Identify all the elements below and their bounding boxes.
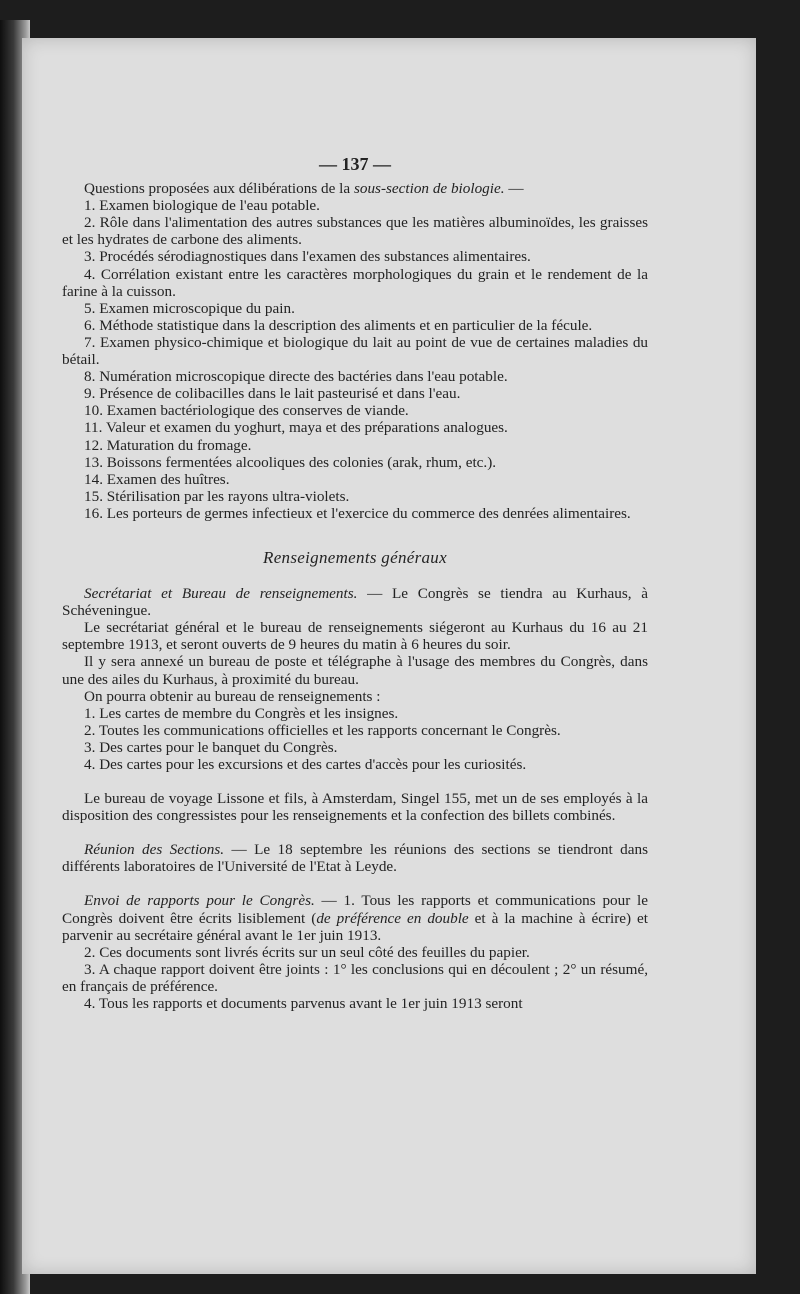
sections-title: Réunion des Sections.: [84, 841, 225, 859]
biology-question-list: [62, 197, 648, 522]
list-item-number: 2.: [84, 721, 96, 739]
list-item: [62, 248, 648, 265]
secretariat-para-2: Il y sera annexé un bureau de poste et télégraphe à l'usage des membres du Congrès, dans une des ailes du Kurhaus, à proximité du bureau.: [62, 653, 648, 688]
list-item-number: 6.: [84, 316, 96, 334]
list-item-number: 7.: [84, 333, 96, 351]
list-item: [62, 419, 648, 436]
list-item-text: Rôle dans l'alimentation des autres substances que les matières albuminoïdes, les graisses et les hydrates de carbone des aliments.: [62, 214, 649, 249]
list-item: [62, 214, 648, 248]
list-item: [62, 739, 648, 756]
secretariat-para-3: On pourra obtenir au bureau de renseignements :: [84, 687, 381, 705]
list-item-text: Les cartes de membre du Congrès et les insignes.: [99, 704, 399, 722]
sections-para: [62, 841, 648, 875]
list-item-text: Les porteurs de germes infectieux et l'exercice du commerce des denrées alimentaires.: [106, 504, 631, 522]
reports-para-1: [62, 892, 648, 943]
page-content: [62, 156, 648, 1012]
section-heading: Renseignements généraux: [263, 547, 447, 567]
list-item-text: Toutes les communications officielles et les rapports concernant le Congrès.: [98, 721, 561, 739]
list-item-text: Stérilisation par les rayons ultra-violets.: [106, 487, 350, 505]
biology-intro-italic: sous-section de biologie.: [353, 180, 505, 198]
list-item-text: Numération microscopique directe des bactéries dans l'eau potable.: [99, 368, 508, 386]
list-item: [62, 705, 648, 722]
biology-intro-dash: —: [504, 180, 524, 198]
list-item-number: 8.: [84, 368, 96, 386]
book-page: [22, 38, 756, 1274]
reports-para-3: 3. A chaque rapport doivent être joints : 1° les conclusions qui en découlent ; 2° un résumé, en français de préférence.: [62, 960, 648, 995]
list-item: [62, 756, 648, 773]
list-item-text: Maturation du fromage.: [106, 436, 252, 454]
list-item-text: Examen microscopique du pain.: [99, 299, 295, 317]
list-item-text: Examen physico-chimique et biologique du lait au point de vue de certaines maladies du bétail.: [62, 333, 649, 369]
list-item-text: Procédés sérodiagnostiques dans l'examen des substances alimentaires.: [99, 248, 531, 266]
list-item-number: 16.: [84, 504, 103, 522]
secretariat-lead: [62, 585, 648, 619]
list-item-number: 9.: [84, 385, 96, 403]
list-item: [62, 300, 648, 317]
biology-intro: [62, 180, 648, 197]
list-item-number: 14.: [84, 470, 103, 488]
list-item: [62, 488, 648, 505]
list-item-number: 3.: [84, 738, 96, 756]
list-item: [62, 402, 648, 419]
list-item: [62, 471, 648, 488]
sections-text: — Le 18 septembre les réunions des sections se tiendront dans différents laboratoires de l'Université de l'Etat à Leyde.: [62, 841, 648, 876]
list-item-text: Des cartes pour les excursions et des cartes d'accès pour les curiosités.: [99, 756, 527, 773]
list-item: [62, 454, 648, 471]
list-item: [62, 368, 648, 385]
reports-para-2: 2. Ces documents sont livrés écrits sur un seul côté des feuilles du papier.: [84, 943, 530, 961]
list-item: [62, 385, 648, 402]
list-item-number: 13.: [84, 453, 103, 471]
list-item-text: Examen bactériologique des conserves de viande.: [106, 402, 409, 420]
list-item-number: 4.: [84, 265, 96, 283]
list-item: [62, 722, 648, 739]
list-item-number: 1.: [84, 704, 96, 722]
list-item: [62, 317, 648, 334]
list-item: [62, 505, 648, 522]
list-item-number: 1.: [84, 197, 96, 215]
list-item-number: 11.: [84, 419, 103, 437]
list-item-number: 5.: [84, 299, 96, 317]
list-item-number: 2.: [84, 214, 96, 232]
list-item-text: Des cartes pour le banquet du Congrès.: [99, 738, 338, 756]
list-item-number: 4.: [84, 756, 96, 773]
list-item: [62, 437, 648, 454]
secretariat-para-1: Le secrétariat général et le bureau de renseignements siégeront au Kurhaus du 16 au 21 septembre 1913, et seront ouverts de 9 heures du matin à 6 heures du soir.: [62, 619, 648, 654]
reports-lead-a: — 1. Tous les rapports et communications pour le Congrès doivent être écrits lisiblement (: [62, 892, 648, 927]
biology-intro-text: Questions proposées aux délibérations de la: [84, 180, 354, 198]
list-item-number: 12.: [84, 436, 103, 454]
secretariat-title: Secrétariat et Bureau de renseignements.: [84, 585, 358, 603]
list-item: [62, 197, 648, 214]
secretariat-lead-text: — Le Congrès se tiendra au Kurhaus, à Schéveningue.: [62, 585, 648, 620]
travel-bureau-para: Le bureau de voyage Lissone et fils, à Amsterdam, Singel 155, met un de ses employés à la disposition des congressistes pour les renseignements et la confection des billets combinés.: [62, 790, 648, 825]
reports-lead-b: et à la machine à écrire) et parvenir au secrétaire général avant le 1er juin 1913.: [62, 909, 649, 944]
list-item-text: Méthode statistique dans la description des aliments et en particulier de la fécule.: [99, 316, 593, 334]
list-item-number: 3.: [84, 248, 96, 266]
list-item-number: 10.: [84, 402, 103, 420]
list-item-text: Boissons fermentées alcooliques des colonies (arak, rhum, etc.).: [106, 453, 497, 471]
reports-title: Envoi de rapports pour le Congrès.: [84, 892, 315, 910]
list-item-text: Corrélation existant entre les caractères morphologiques du grain et le rendement de la farine à la cuisson.: [62, 265, 648, 300]
reports-lead-italic: de préférence en double: [316, 909, 469, 927]
list-item-text: Valeur et examen du yoghurt, maya et des préparations analogues.: [105, 419, 508, 437]
list-item: [62, 266, 648, 300]
reports-para-4: 4. Tous les rapports et documents parvenus avant le 1er juin 1913 seront: [84, 995, 523, 1013]
list-item-text: Examen des huîtres.: [106, 470, 230, 488]
list-item-text: Présence de colibacilles dans le lait pasteurisé et dans l'eau.: [99, 385, 461, 403]
secretariat-list: [62, 705, 648, 773]
list-item-number: 15.: [84, 487, 103, 505]
page-number: — 137 —: [319, 154, 391, 174]
list-item: [62, 334, 648, 368]
list-item-text: Examen biologique de l'eau potable.: [99, 197, 320, 215]
